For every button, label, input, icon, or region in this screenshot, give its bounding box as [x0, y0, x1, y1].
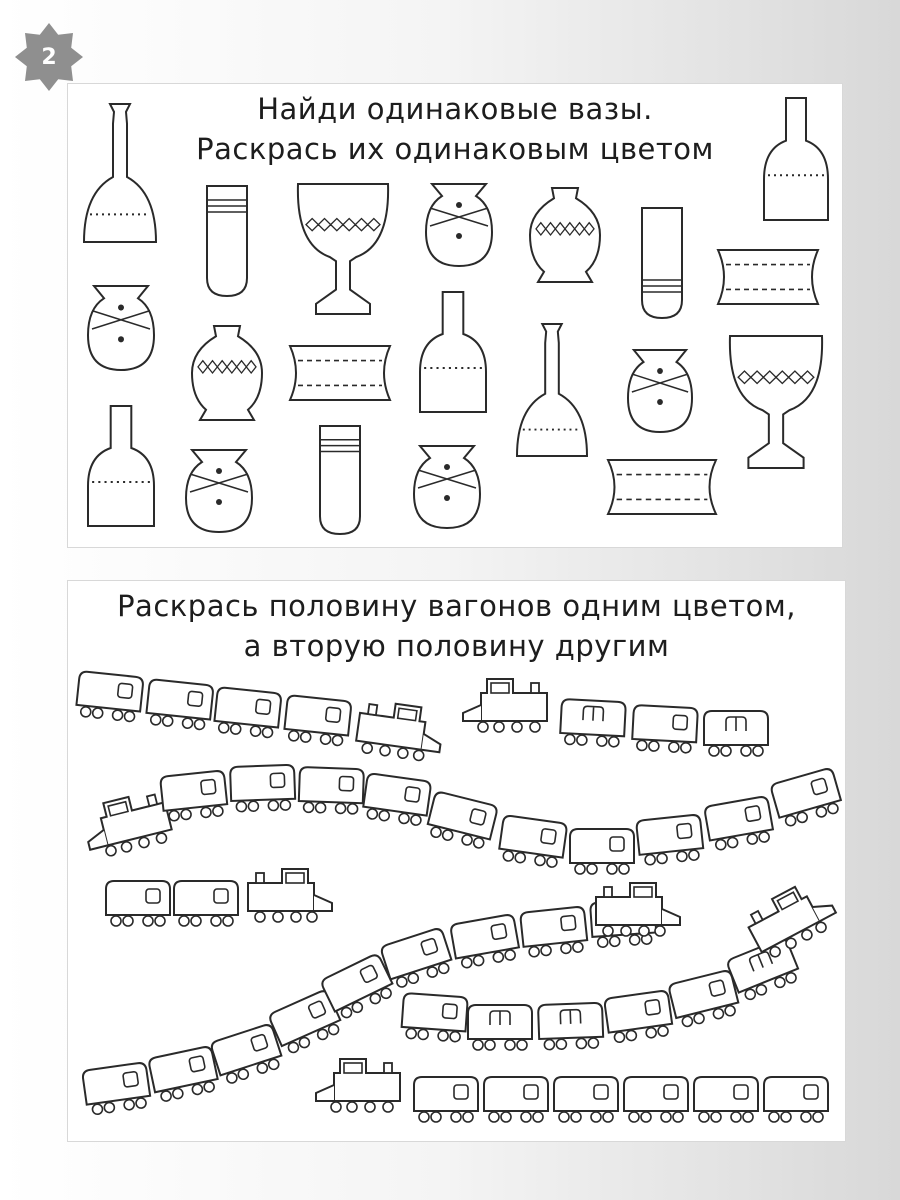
vase-goblet-2 [730, 336, 822, 468]
trains-illustration [68, 581, 845, 1141]
train-3-car-1 [80, 789, 174, 861]
vase-pot-3 [628, 350, 692, 432]
vases-title-line-2: Раскрась их одинаковым цветом [196, 132, 714, 166]
vase-pot-2 [88, 286, 154, 370]
train-3-car-8 [570, 829, 634, 874]
vase-jug-2 [420, 292, 486, 412]
vase-jug-3 [88, 406, 154, 526]
train-5-car-2 [148, 1046, 220, 1103]
train-7-car-1 [316, 1059, 400, 1112]
vase-pot-4 [186, 450, 252, 532]
train-4-car-3 [248, 869, 332, 922]
vase-hourglass-1 [718, 250, 818, 304]
train-7-car-2 [414, 1077, 478, 1122]
vase-amphora-2 [192, 326, 262, 420]
vase-bottle-1 [84, 104, 156, 242]
train-1-car-5 [355, 699, 446, 763]
vase-pot-1 [426, 184, 492, 266]
train-2-car-4 [704, 711, 768, 756]
train-1-car-2 [145, 679, 213, 730]
train-1-car-4 [283, 695, 351, 746]
train-7-car-5 [624, 1077, 688, 1122]
train-3-car-11 [770, 767, 844, 828]
vases-title-line-1: Найди одинаковые вазы. [257, 92, 653, 126]
train-3-car-7 [498, 815, 568, 868]
train-1-car-3 [213, 687, 281, 738]
vase-amphora-1 [530, 188, 600, 282]
train-4-car-2 [174, 881, 238, 926]
train-7-car-3 [484, 1077, 548, 1122]
train-3-car-10 [704, 796, 775, 851]
train-6-car-4 [604, 990, 674, 1043]
train-3-car-9 [636, 814, 704, 865]
train-2-car-2 [560, 699, 626, 747]
train-3-car-6 [425, 791, 498, 850]
train-3-car-4 [298, 767, 364, 814]
train-3-car-5 [362, 773, 432, 826]
vase-goblet-1 [298, 184, 388, 314]
train-7-car-7 [764, 1077, 828, 1122]
vase-hourglass-2 [290, 346, 390, 400]
vase-jug-1 [764, 98, 828, 220]
train-6-car-5 [668, 970, 741, 1029]
train-6-car-2 [468, 1005, 532, 1050]
train-3-car-2 [160, 770, 228, 821]
train-7-car-4 [554, 1077, 618, 1122]
vase-hourglass-3 [608, 460, 716, 514]
vase-tube-3 [320, 426, 360, 534]
trains-title-line-2: а вторую половину другим [243, 629, 670, 663]
train-5-car-1 [82, 1062, 152, 1115]
train-2-car-3 [632, 705, 698, 753]
train-2-car-1 [463, 679, 547, 732]
trains-task-panel [67, 580, 846, 1142]
vase-pot-5 [414, 446, 480, 528]
train-5-car-3 [210, 1023, 285, 1086]
train-1-car-1 [75, 671, 143, 722]
vases-task-panel [67, 83, 843, 548]
vase-tube-2 [642, 208, 682, 318]
vase-bottle-2 [517, 324, 587, 456]
train-5-car-8 [520, 906, 588, 957]
train-6-car-1 [401, 993, 468, 1042]
page-number: 2 [41, 44, 57, 70]
vase-tube-1 [207, 186, 247, 296]
train-4-car-1 [106, 881, 170, 926]
train-7-car-6 [694, 1077, 758, 1122]
train-3-car-3 [230, 765, 296, 812]
vases-illustration [68, 84, 842, 547]
train-6-car-3 [538, 1003, 604, 1050]
train-5-car-7 [450, 914, 521, 969]
trains-title-line-1: Раскрась половину вагонов одним цветом, [117, 589, 796, 623]
